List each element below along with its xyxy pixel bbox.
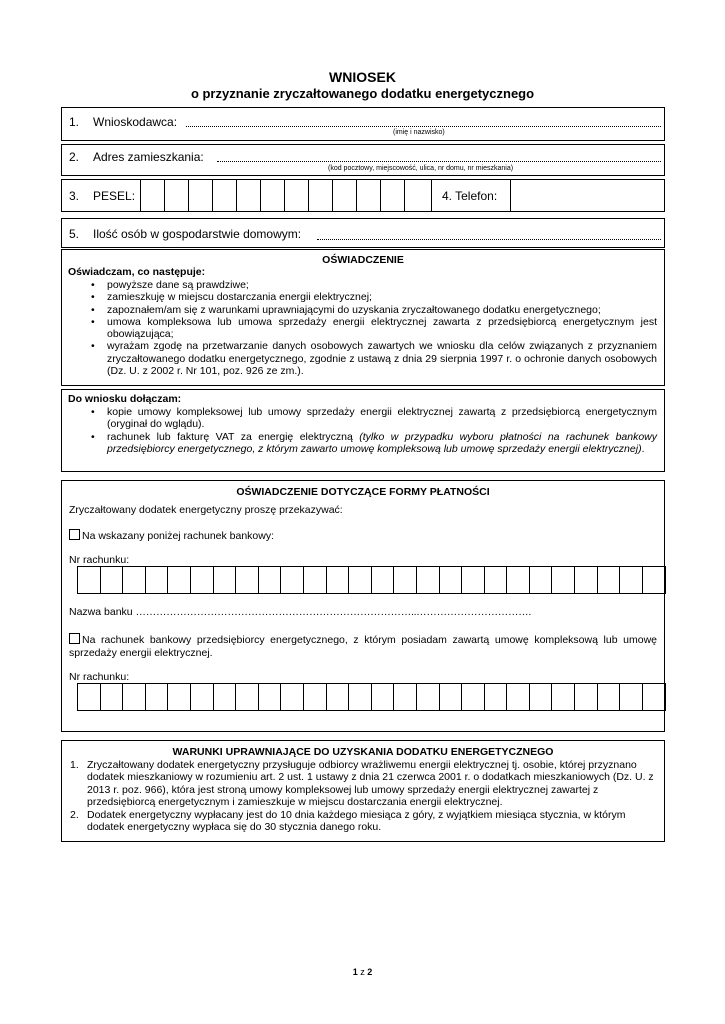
household-field[interactable] (317, 239, 661, 240)
household-label: Ilość osób w gospodarstwie domowym: (93, 227, 302, 241)
form-subtitle: o przyznanie zryczałtowanego dodatku energetycznego (190, 86, 535, 101)
pesel-cell[interactable] (237, 180, 261, 211)
attachment-item (69, 431, 657, 456)
attachments-list (69, 406, 657, 455)
bank-name-field[interactable]: ………………………………………………………………………..……………………………. (135, 606, 531, 618)
declaration-heading: OŚWIADCZENIE (322, 254, 404, 266)
pesel-cell[interactable] (141, 180, 165, 211)
conditions-heading: WARUNKI UPRAWNIAJĄCE DO UZYSKANIA DODATKU ENERGETYCZNEGO (172, 746, 554, 758)
attachment-item: • kopie umowy kompleksowej lub umowy sprzedaży energii elektrycznej zawartą z przedsiębiorcą energetycznym (oryginał do wglądu). (69, 406, 657, 431)
pesel-cell[interactable] (357, 180, 381, 211)
account-label-2: Nr rachunku: (69, 671, 130, 683)
pesel-number: 3. (69, 189, 80, 203)
conditions-list (65, 759, 656, 833)
address-number: 2. (69, 150, 80, 164)
account-number-input-1[interactable] (77, 566, 666, 594)
declaration-item: • powyższe dane są prawdziwe; (69, 279, 657, 291)
attachment-item-end: . (641, 442, 645, 455)
phone-input[interactable] (510, 180, 664, 211)
applicant-section (61, 107, 665, 141)
payment-heading: OŚWIADCZENIE DOTYCZĄCE FORMY PŁATNOŚCI (236, 486, 490, 498)
phone-label: 4. Telefon: (442, 189, 498, 203)
page-current: 1 (352, 967, 358, 977)
phone-label-cell (431, 180, 511, 211)
condition-text: Dodatek energetyczny wypłacany jest do 10 dnia każdego miesiąca z góry, z wyjątkiem miesiąca stycznia, w którym dodatek energetyczny wypłaca się do 30 stycznia danego roku. (87, 808, 626, 834)
pesel-cell[interactable] (261, 180, 285, 211)
declaration-list (69, 279, 657, 377)
household-section (61, 218, 665, 248)
household-number: 5. (69, 227, 80, 241)
applicant-hint: (imię i nazwisko) (393, 129, 445, 136)
bank-name-label: Nazwa banku (69, 606, 133, 618)
declaration-intro: Oświadczam, co następuje: (68, 266, 206, 278)
attachment-item-text: rachunek lub fakturę VAT za energię elektryczną (107, 430, 360, 443)
condition-text: Zryczałtowany dodatek energetyczny przysługuje odbiorcy wrażliwemu energii elektrycznej tj. osobie, której przyznano dodatek mieszkaniowy w rozumieniu art. 2 ust. 1 ustawy z dnia 21 czerwca 2001 r. o dodatkach mieszkaniowych (Dz. U. z 2013 r. poz. 966), która jest stroną umowy kompleksowej lub umowy sprzedaży energii elektrycznej zawartej z przedsiębiorcą energetycznym i zamieszkuje w miejscu dostarczania energii elektrycznej. (87, 759, 654, 809)
applicant-number: 1. (69, 115, 80, 129)
pesel-label: PESEL: (93, 189, 136, 203)
form-title: WNIOSEK (329, 69, 396, 85)
pesel-input[interactable] (140, 180, 405, 211)
bank-account-checkbox[interactable] (69, 529, 80, 540)
payment-intro: Zryczałtowany dodatek energetyczny proszę przekazywać: (69, 504, 343, 516)
address-field[interactable] (217, 161, 661, 162)
declaration-section (61, 249, 665, 386)
pesel-cell[interactable] (285, 180, 309, 211)
attachments-heading: Do wniosku dołączam: (68, 393, 182, 405)
declaration-item: • umowa kompleksowa lub umowa sprzedaży energii elektrycznej zawarta z przedsiębiorcą energetycznym jest obowiązująca; (69, 316, 657, 341)
condition-number: 2. (70, 808, 79, 821)
page-number (0, 967, 725, 977)
pesel-cell[interactable] (309, 180, 333, 211)
attachments-section (61, 389, 665, 472)
bank-name-row[interactable] (69, 606, 531, 618)
pesel-cell[interactable] (165, 180, 189, 211)
condition-number: 1. (70, 759, 79, 771)
address-label: Adres zamieszkania: (93, 150, 204, 164)
declaration-item: • wyrażam zgodę na przetwarzanie danych osobowych zawartych we wniosku dla celów związanych z przyznaniem zryczałtowanego dodatku energetycznego, zgodnie z ustawą z dnia 29 sierpnia 1997 r. o ochronie danych osobowych (Dz. U. z 2002 r. Nr 101, poz. 926 ze zm.). (69, 340, 657, 377)
declaration-item: • zamieszkuję w miejscu dostarczania energii elektrycznej; (69, 291, 657, 303)
payment-option-company[interactable] (69, 633, 657, 660)
account-label-1: Nr rachunku: (69, 554, 130, 566)
page-separator: z (357, 967, 368, 977)
account-number-input-2[interactable] (77, 683, 666, 711)
payment-section (61, 480, 665, 732)
applicant-label: Wnioskodawca: (93, 115, 178, 129)
condition-item (65, 759, 656, 809)
address-section (61, 144, 665, 176)
declaration-item: • zapoznałem/am się z warunkami uprawniającymi do uzyskania zryczałtowanego dodatku energetycznego; (69, 304, 657, 316)
address-hint: (kod pocztowy, miejscowość, ulica, nr domu, nr mieszkania) (328, 165, 514, 172)
applicant-name-field[interactable] (186, 126, 661, 127)
pesel-cell[interactable] (381, 180, 405, 211)
payment-option-bank[interactable] (69, 529, 274, 542)
pesel-cell[interactable] (333, 180, 357, 211)
pesel-phone-section (61, 179, 665, 212)
conditions-section (61, 740, 665, 842)
pesel-cell[interactable] (213, 180, 237, 211)
payment-option-company-label: Na rachunek bankowy przedsiębiorcy energetycznego, z którym posiadam zawartą umowę kompleksową lub umowę sprzedaży energii elektrycznej. (69, 634, 657, 659)
condition-item (65, 809, 656, 834)
attachment-item-note: (tylko w przypadku wyboru płatności na rachunek bankowy przedsiębiorcy energetycznego, z którym zawarto umowę kompleksową lub umowę sprzedaży energii elektrycznej) (107, 430, 658, 455)
payment-option-bank-label: Na wskazany poniżej rachunek bankowy: (82, 530, 275, 542)
pesel-cell[interactable] (189, 180, 213, 211)
page-total: 2 (367, 967, 373, 977)
company-account-checkbox[interactable] (69, 633, 80, 644)
